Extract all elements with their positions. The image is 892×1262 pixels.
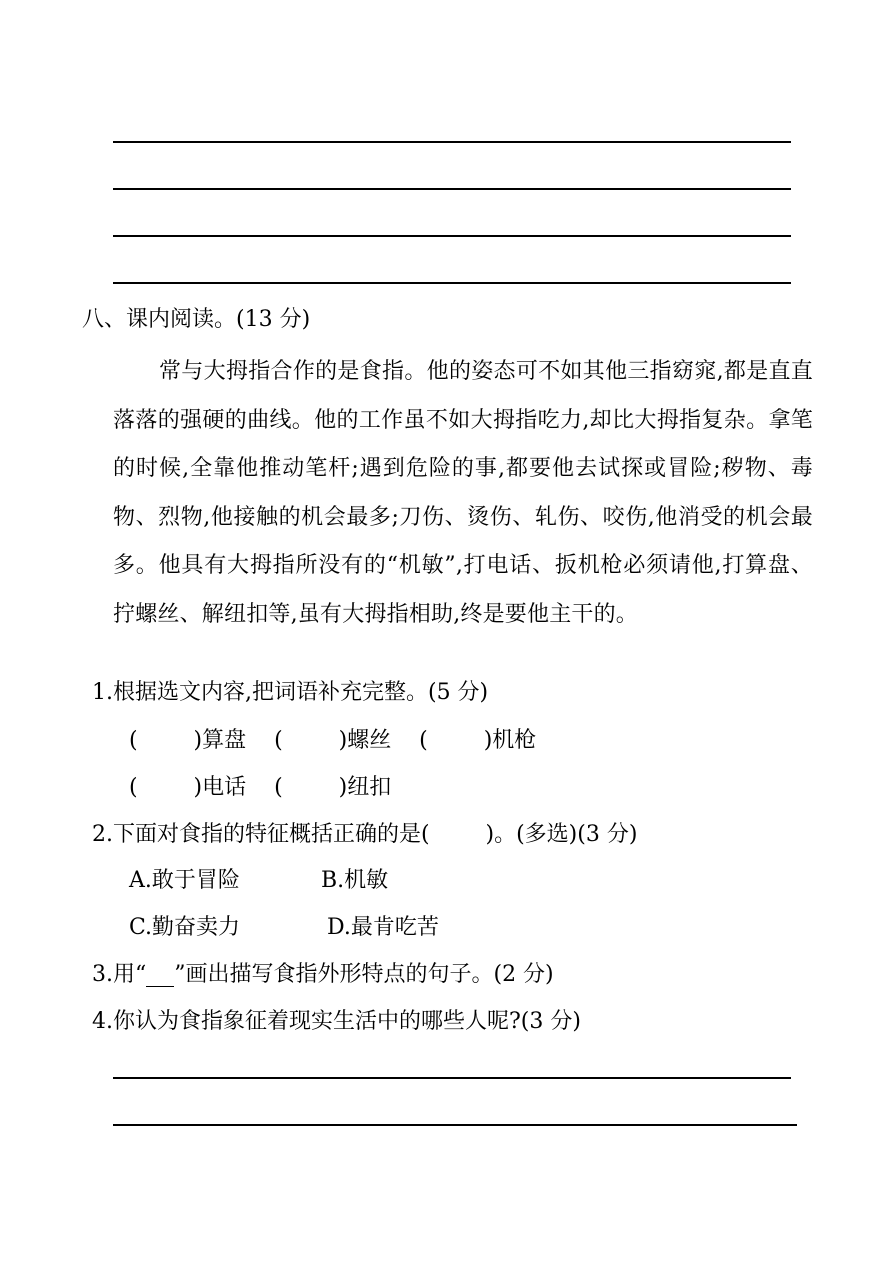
question-1-title: 1.根据选文内容,把词语补充完整。(5 分)	[92, 680, 489, 705]
question-3-prefix: 3.用“	[92, 962, 147, 987]
question-2-option-b[interactable]: B.机敏	[321, 868, 389, 893]
question-2-option-a[interactable]: A.敢于冒险	[129, 868, 240, 893]
question-2-option-d[interactable]: D.最肯吃苦	[327, 915, 439, 940]
question-2-title: 2.下面对食指的特征概括正确的是( )。(多选)(3 分)	[92, 822, 638, 847]
answer-line-5[interactable]	[113, 1077, 791, 1079]
question-1-blanks-row-1[interactable]: ( )算盘 ( )螺丝 ( )机枪	[129, 728, 537, 753]
question-1-blanks-row-2[interactable]: ( )电话 ( )纽扣	[129, 775, 392, 800]
answer-line-3[interactable]	[113, 235, 791, 237]
question-4-title: 4.你认为食指象征着现实生活中的哪些人呢?(3 分)	[92, 1009, 581, 1034]
question-3-title	[92, 960, 554, 990]
section-heading: 八、课内阅读。(13 分)	[82, 307, 311, 332]
reading-passage: 常与大拇指合作的是食指。他的姿态可不如其他三指窈窕,都是直直落落的强硬的曲线。他的工作虽不如大拇指吃力,却比大拇指复杂。拿笔的时候,全靠他推动笔杆;遇到危险的事,都要他去试探或冒险;秽物、毒物、烈物,他接触的机会最多;刀伤、烫伤、轧伤、咬伤,他消受的机会最多。他具有大拇指所没有的“机敏”,打电话、扳机枪必须请他,打算盘、拧螺丝、解纽扣等,虽有大拇指相助,终是要他主干的。	[113, 359, 813, 627]
answer-line-2[interactable]	[113, 188, 791, 190]
answer-line-1[interactable]	[113, 141, 791, 143]
answer-line-4[interactable]	[113, 282, 791, 284]
answer-line-6[interactable]	[113, 1124, 797, 1126]
question-3-suffix: ”画出描写食指外形特点的句子。(2 分)	[174, 962, 554, 987]
question-2-option-c[interactable]: C.勤奋卖力	[129, 915, 241, 940]
question-3-underline-sample	[146, 964, 174, 987]
